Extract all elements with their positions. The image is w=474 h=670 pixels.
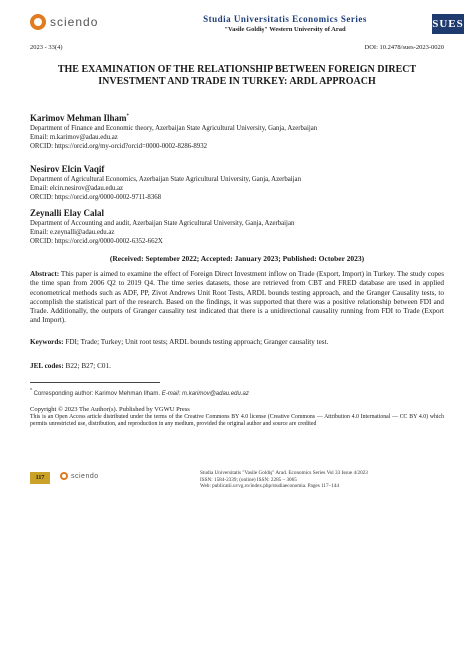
keywords-label: Keywords: [30,338,64,346]
footnote-email[interactable]: m.karimov@adau.edu.az [180,391,249,397]
keywords-text: FDI; Trade; Turkey; Unit root tests; ARDL bounds testing approach; Granger causality test. [63,338,329,346]
publication-dates: (Received: September 2022; Accepted: January 2023; Published: October 2023) [109,254,365,263]
author-affiliation: Department of Finance and Economic theory, Azerbaijan State Agricultural University, Ganja, Azerbaijan [30,125,318,132]
series-title: Studia Universitatis Economics Series [203,14,367,24]
page-header [0,0,474,60]
jel-codes [30,362,444,371]
footnote-divider [30,382,160,383]
keywords [30,338,444,347]
author-name: Karimov Mehman Ilham [30,113,127,123]
abstract-text: This paper is aimed to examine the effect of Foreign Direct Investment inflow on Trade (Export, Import) in Turkey. The study copes the time span from 2006 Q2 to 2019 Q4. The time series datasets, those are retrieved from CBT and FRED database are used in applied econometrical methods such as ADF, PP, Zivot Andrews Unit Root Tests, ARDL bounds testing approach, and the Granger Causality tests, to accomplish the statistical part of the research. Based on the findings, it was supported that there was a positive relationship between FDI and Trade. Additionally, the outputs of Granger causality test indicated that there is a unidirectional causality running from FDI to Trade (Export and Import). [30,270,444,325]
sciendo-logo-text: sciendo [50,15,99,29]
university-name: "Vasile Goldiş" Western University of Arad [224,26,346,33]
footer-logo-text: sciendo [71,472,99,480]
author-name: Nesirov Elcin Vaqif [30,164,105,174]
jel-text: B22; B27; C01. [63,362,111,370]
author-block-1 [30,112,450,151]
footer-line-web[interactable]: Web: publicatii.uvvg.ro/index.php/studiaeconomia. Pages 117–144 [200,483,339,490]
sciendo-logo-icon [30,14,46,30]
author-affiliation: Department of Accounting and audit, Azerbaijan State Agricultural University, Ganja, Azerbaijan [30,220,295,227]
author-name: Zeynalli Elay Calal [30,208,105,218]
jel-label: JEL codes: [30,362,64,370]
footnote-mark: * [30,388,32,394]
volume-issue: 2023 - 33(4) [30,44,63,51]
author-email[interactable]: Email: elcin.nesirov@adau.edu.az [30,185,124,192]
abstract [30,270,444,326]
footer-journal-info [200,470,460,490]
sues-badge: SUES [432,14,464,34]
article-title: THE EXAMINATION OF THE RELATIONSHIP BETWEEN FOREIGN DIRECT INVESTMENT AND TRADE IN TURKEY: ARDL APPROACH [57,64,417,87]
author-orcid[interactable]: ORCID: https://orcid.org/my-orcid?orcid=0000-0002-8286-8932 [30,143,208,150]
sciendo-logo [30,14,98,30]
sciendo-logo-icon [60,472,68,480]
author-email[interactable]: Email: m.karimov@adau.edu.az [30,134,118,141]
doi: DOI: 10.2478/sues-2023-0020 [364,44,444,51]
corresponding-mark: * [126,114,129,119]
journal-masthead [140,14,430,33]
abstract-label: Abstract: [30,270,60,278]
footer-sciendo-logo [60,472,99,480]
footnote [30,388,249,397]
author-email[interactable]: Email: e.zeynalli@adau.edu.az [30,229,115,236]
page-number: 117 [30,472,50,484]
footer-line-journal: Studia Universitatis "Vasile Goldiş" Arad. Economics Series Vol 33 Issue 4/2023 [200,470,368,476]
copyright: Copyright © 2023 The Author(s). Published by VGWU Press [30,406,190,413]
footer-line-issn: ISSN: 1584-2339; (online) ISSN: 2285 – 3065 [200,476,297,483]
author-block-3 [30,209,450,246]
author-block-2 [30,165,450,202]
author-orcid[interactable]: ORCID: https://orcid.org/0000-0002-9711-8368 [30,194,162,201]
author-affiliation: Department of Agricultural Economics, Azerbaijan State Agricultural University, Ganja, Azerbaijan [30,176,301,183]
footnote-text: Corresponding author: Karimov Mehman Ilham. [31,391,162,397]
author-orcid[interactable]: ORCID: https://orcid.org/0000-0002-6352-662X [30,238,163,245]
license-text: This is an Open Access article distributed under the terms of the Creative Commons BY 4.0 license (Creative Commons — Attribution 4.0 International — CC BY 4.0) which permits unrestricted use, distribution, and reproduction in any medium, provided the original author and source are credited [30,414,444,428]
footnote-email-label: E-mail: [161,391,181,397]
